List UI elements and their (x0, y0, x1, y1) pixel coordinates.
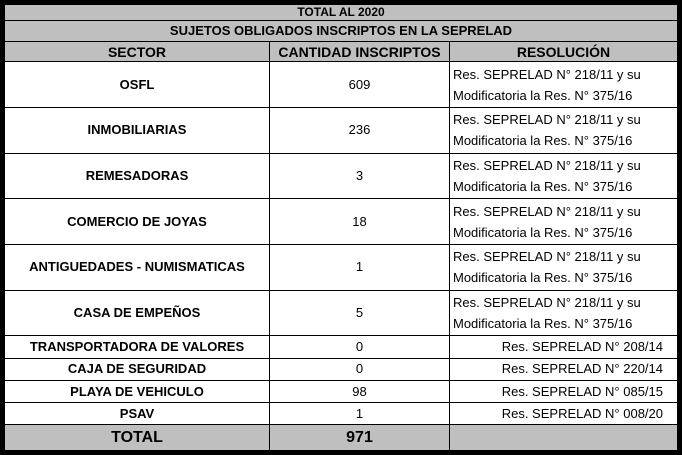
table-row (5, 153, 678, 199)
sector-cell: CASA DE EMPEÑOS (5, 290, 270, 336)
resolucion-cell: Res. SEPRELAD N° 008/20 (450, 403, 678, 425)
resolucion-line-2: Modificatoria la Res. N° 375/16 (453, 224, 633, 240)
column-header-cantidad: CANTIDAD INSCRIPTOS (270, 42, 450, 62)
resolucion-cell (450, 244, 678, 290)
table-row (5, 62, 678, 108)
subtitle-row (5, 20, 678, 41)
cantidad-cell: 5 (270, 290, 450, 336)
cantidad-cell: 1 (270, 403, 450, 425)
table-row (5, 290, 678, 336)
resolucion-cell (450, 107, 678, 153)
sector-cell: CAJA DE SEGURIDAD (5, 358, 270, 380)
registrants-table (4, 4, 678, 451)
table-row (5, 336, 678, 358)
table-row (5, 380, 678, 402)
cantidad-cell: 18 (270, 199, 450, 245)
table-subtitle: SUJETOS OBLIGADOS INSCRIPTOS EN LA SEPRELAD (5, 20, 678, 41)
total-label: TOTAL (5, 425, 270, 451)
resolucion-line-2: Modificatoria la Res. N° 375/16 (453, 315, 633, 331)
resolucion-line-1: Res. SEPRELAD N° 218/11 y su (453, 66, 641, 82)
resolucion-cell (450, 62, 678, 108)
column-header-row (5, 42, 678, 62)
cantidad-cell: 1 (270, 244, 450, 290)
resolucion-cell: Res. SEPRELAD N° 220/14 (450, 358, 678, 380)
total-empty-cell (450, 425, 678, 451)
sector-cell: INMOBILIARIAS (5, 107, 270, 153)
table-row (5, 358, 678, 380)
total-row (5, 425, 678, 451)
table-row (5, 199, 678, 245)
resolucion-line-2: Modificatoria la Res. N° 375/16 (453, 87, 633, 103)
resolucion-line-2: Modificatoria la Res. N° 375/16 (453, 270, 633, 286)
sector-cell: REMESADORAS (5, 153, 270, 199)
cantidad-cell: 0 (270, 336, 450, 358)
table-row (5, 244, 678, 290)
resolucion-cell (450, 199, 678, 245)
resolucion-cell (450, 153, 678, 199)
sector-cell: COMERCIO DE JOYAS (5, 199, 270, 245)
cantidad-cell: 236 (270, 107, 450, 153)
sector-cell: PLAYA DE VEHICULO (5, 380, 270, 402)
table-row (5, 107, 678, 153)
title-row (5, 5, 678, 21)
sector-cell: TRANSPORTADORA DE VALORES (5, 336, 270, 358)
cantidad-cell: 609 (270, 62, 450, 108)
cantidad-cell: 3 (270, 153, 450, 199)
resolucion-line-1: Res. SEPRELAD N° 218/11 y su (453, 249, 641, 265)
resolucion-cell: Res. SEPRELAD N° 208/14 (450, 336, 678, 358)
table-title: TOTAL AL 2020 (5, 5, 678, 21)
resolucion-line-2: Modificatoria la Res. N° 375/16 (453, 178, 633, 194)
column-header-resolucion: RESOLUCIÓN (450, 42, 678, 62)
resolucion-cell (450, 290, 678, 336)
column-header-sector: SECTOR (5, 42, 270, 62)
sector-cell: OSFL (5, 62, 270, 108)
resolucion-line-1: Res. SEPRELAD N° 218/11 y su (453, 157, 641, 173)
resolucion-line-1: Res. SEPRELAD N° 218/11 y su (453, 294, 641, 310)
table-row (5, 403, 678, 425)
resolucion-cell: Res. SEPRELAD N° 085/15 (450, 380, 678, 402)
total-value: 971 (270, 425, 450, 451)
sector-cell: PSAV (5, 403, 270, 425)
resolucion-line-1: Res. SEPRELAD N° 218/11 y su (453, 112, 641, 128)
sector-cell: ANTIGUEDADES - NUMISMATICAS (5, 244, 270, 290)
cantidad-cell: 0 (270, 358, 450, 380)
resolucion-line-2: Modificatoria la Res. N° 375/16 (453, 133, 633, 149)
resolucion-line-1: Res. SEPRELAD N° 218/11 y su (453, 203, 641, 219)
cantidad-cell: 98 (270, 380, 450, 402)
